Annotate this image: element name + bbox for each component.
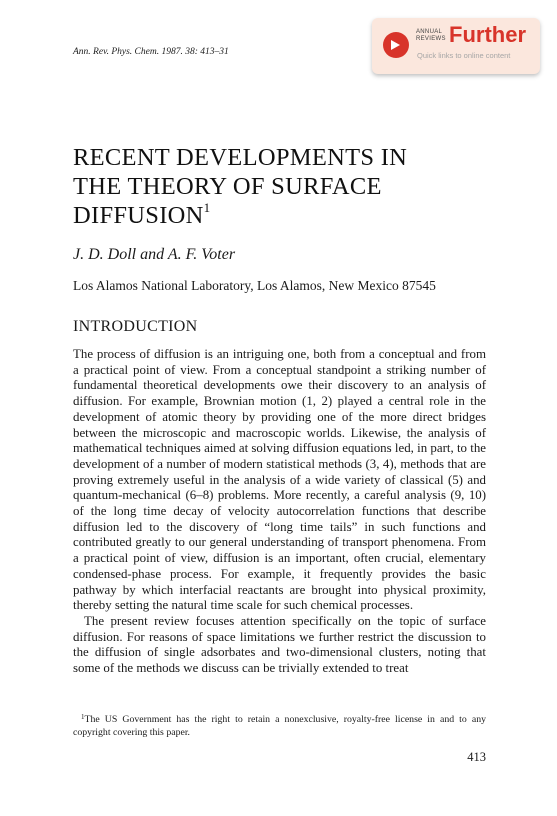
section-heading: INTRODUCTION	[73, 318, 198, 335]
page-number: 413	[467, 750, 486, 764]
paragraph: The present review focuses attention specifically on the topic of surface diffusion. For reasons of space limitations we further restrict the discussion to the diffusion of single adsorbates and two-dimensional clusters, noting that some of the methods we discuss can be trivially extended to treat	[73, 613, 486, 676]
further-subtitle: Quick links to online content	[417, 51, 511, 60]
body-text	[73, 347, 486, 677]
footnote-text: The US Government has the right to retain a nonexclusive, royalty-free license in and to any copyright covering this paper.	[73, 714, 486, 738]
footnote-marker: 1	[81, 713, 85, 721]
journal-reference: Ann. Rev. Phys. Chem. 1987. 38: 413–31	[73, 47, 229, 57]
article-title	[73, 143, 493, 230]
title-footnote-marker[interactable]: 1	[203, 200, 211, 215]
title-line: RECENT DEVELOPMENTS IN	[73, 144, 408, 171]
title-line: THE THEORY OF SURFACE	[73, 173, 382, 200]
affiliation: Los Alamos National Laboratory, Los Alamos, New Mexico 87545	[73, 278, 436, 293]
play-arrow-icon	[383, 32, 409, 58]
authors: J. D. Doll and A. F. Voter	[73, 246, 236, 263]
footnote	[73, 713, 486, 739]
further-links-badge[interactable]	[372, 18, 540, 74]
paragraph: The process of diffusion is an intriguing one, both from a conceptual and from a practical point of view. From a conceptual standpoint a striking number of fundamental theoretical developments owe their discovery to an analysis of diffusion. For example, Brownian motion (1, 2) played a central role in the development of atomic theory by providing one of the more direct bridges between the microscopic and macroscopic worlds. Likewise, the analysis of mathematical techniques aimed at solving diffusion equations led, in part, to the development of a number of modern statistical methods (3, 4), methods that are proving extremely useful in the analysis of a wide variety of classical (5) and quantum-mechanical (6–8) problems. More recently, a careful analysis (9, 10) of the long time decay of velocity autocorrelation functions that describe diffusion led to the discovery of “long time tails” in such functions and contributed greatly to our general understanding of transport phenomena. From a practical point of view, diffusion is an important, often crucial, elementary condensed-phase process. For example, it frequently provides the basic pathway by which interfacial reactants are brought into physical proximity, thereby setting the natural time scale for such chemical processes.	[73, 347, 486, 613]
annual-reviews-logo: ANNUAL REVIEWS	[416, 29, 446, 42]
title-line: DIFFUSION	[73, 202, 204, 229]
further-word: Further	[449, 22, 526, 47]
